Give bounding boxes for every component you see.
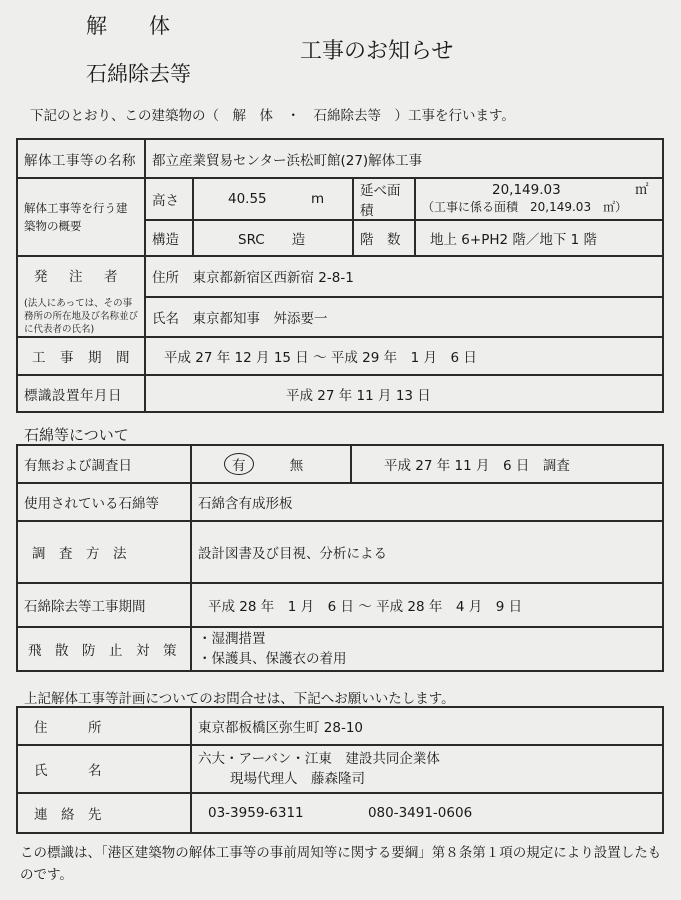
project-name-value: 都立産業貿易センター浜松町館(27)解体工事 — [145, 139, 663, 178]
client-label-cell — [17, 256, 145, 337]
removal-period-value: 平成 28 年 1 月 6 日 ～ 平成 28 年 4 月 9 日 — [191, 583, 663, 627]
project-name-label: 解体工事等の名称 — [17, 139, 145, 178]
page-title: 工事のお知らせ — [300, 39, 454, 64]
client-label: 発 注 者 — [34, 269, 122, 285]
client-note: (法人にあっては、その事務所の所在地及び名称並びに代表者の氏名) — [24, 298, 139, 335]
contact-phone-1: 03-3959-6311 — [208, 805, 304, 821]
contact-table — [16, 706, 664, 834]
floor-area-unit: ㎡ — [635, 182, 649, 198]
sign-date-label: 標識設置年月日 — [17, 375, 145, 412]
asbestos-section-title: 石綿等について — [24, 426, 129, 444]
survey-label: 有無および調査日 — [17, 445, 191, 483]
floor-area-cell — [415, 178, 663, 220]
contact-phone-2: 080-3491-0606 — [367, 805, 473, 821]
intro-text: 下記のとおり、この建築物の（ 解 体 ・ 石綿除去等 ）工事を行います。 — [30, 108, 515, 124]
survey-method-value: 設計図書及び目視、分析による — [191, 521, 663, 583]
prevention-item: ・湿潤措置 — [198, 631, 266, 647]
client-address: 住所 東京都新宿区西新宿 2-8-1 — [145, 256, 663, 297]
contact-representative: 現場代理人 藤森隆司 — [230, 771, 365, 787]
contact-company: 六大・アーバン・江東 建設共同企業体 — [198, 751, 440, 767]
building-overview-label: 解体工事等を行う建築物の概要 — [17, 178, 145, 256]
presence-yes-circled: 有 — [224, 453, 254, 475]
structure-label: 構造 — [145, 220, 193, 256]
floors-value: 地上 6+PH2 階／地下 1 階 — [415, 220, 663, 256]
period-label: 工 事 期 間 — [17, 337, 145, 375]
floor-area-label: 延べ面積 — [353, 178, 415, 220]
presence-no: 無 — [289, 458, 304, 474]
asbestos-type-value: 石綿含有成形板 — [191, 483, 663, 521]
presence-cell — [191, 445, 351, 483]
structure-value: SRC 造 — [193, 220, 353, 256]
period-value: 平成 27 年 12 月 15 日 ～ 平成 29 年 1 月 6 日 — [145, 337, 663, 375]
removal-period-label: 石綿除去等工事期間 — [17, 583, 191, 627]
client-name: 氏名 東京都知事 舛添要一 — [145, 297, 663, 338]
height-unit: m — [310, 191, 325, 207]
height-label: 高さ — [145, 178, 193, 220]
title-asbestos-removal: 石綿除去等 — [86, 62, 191, 86]
floor-area-value: 20,149.03 — [492, 182, 561, 198]
project-table — [16, 138, 664, 413]
asbestos-type-label: 使用されている石綿等 — [17, 483, 191, 521]
height-value: 40.55 — [228, 191, 267, 207]
survey-date: 平成 27 年 11 月 6 日 調査 — [351, 445, 663, 483]
title-demolition: 解 体 — [86, 14, 170, 38]
contact-name-cell — [191, 745, 663, 793]
contact-name-label: 氏 名 — [17, 745, 191, 793]
contact-address-label: 住 所 — [17, 707, 191, 745]
contact-phone-cell — [191, 793, 663, 833]
height-cell — [193, 178, 353, 220]
prevention-item: ・保護具、保護衣の着用 — [198, 651, 347, 667]
contact-address-value: 東京都板橋区弥生町 28-10 — [191, 707, 663, 745]
contact-intro: 上記解体工事等計画についてのお問合せは、下記へお願いいたします。 — [24, 691, 455, 707]
footer-note: この標識は、「港区建築物の解体工事等の事前周知等に関する要綱」第８条第１項の規定により設置したものです。 — [20, 845, 662, 883]
survey-method-label: 調 査 方 法 — [17, 521, 191, 583]
asbestos-table — [16, 444, 664, 672]
floors-label: 階 数 — [353, 220, 415, 256]
scatter-prevention-label: 飛 散 防 止 対 策 — [17, 627, 191, 671]
contact-phone-label: 連 絡 先 — [17, 793, 191, 833]
prevention-cell — [191, 627, 663, 671]
work-area-text: （工事に係る面積 20,149.03 ㎡） — [422, 200, 628, 214]
sign-date-value: 平成 27 年 11 月 13 日 — [145, 375, 663, 412]
